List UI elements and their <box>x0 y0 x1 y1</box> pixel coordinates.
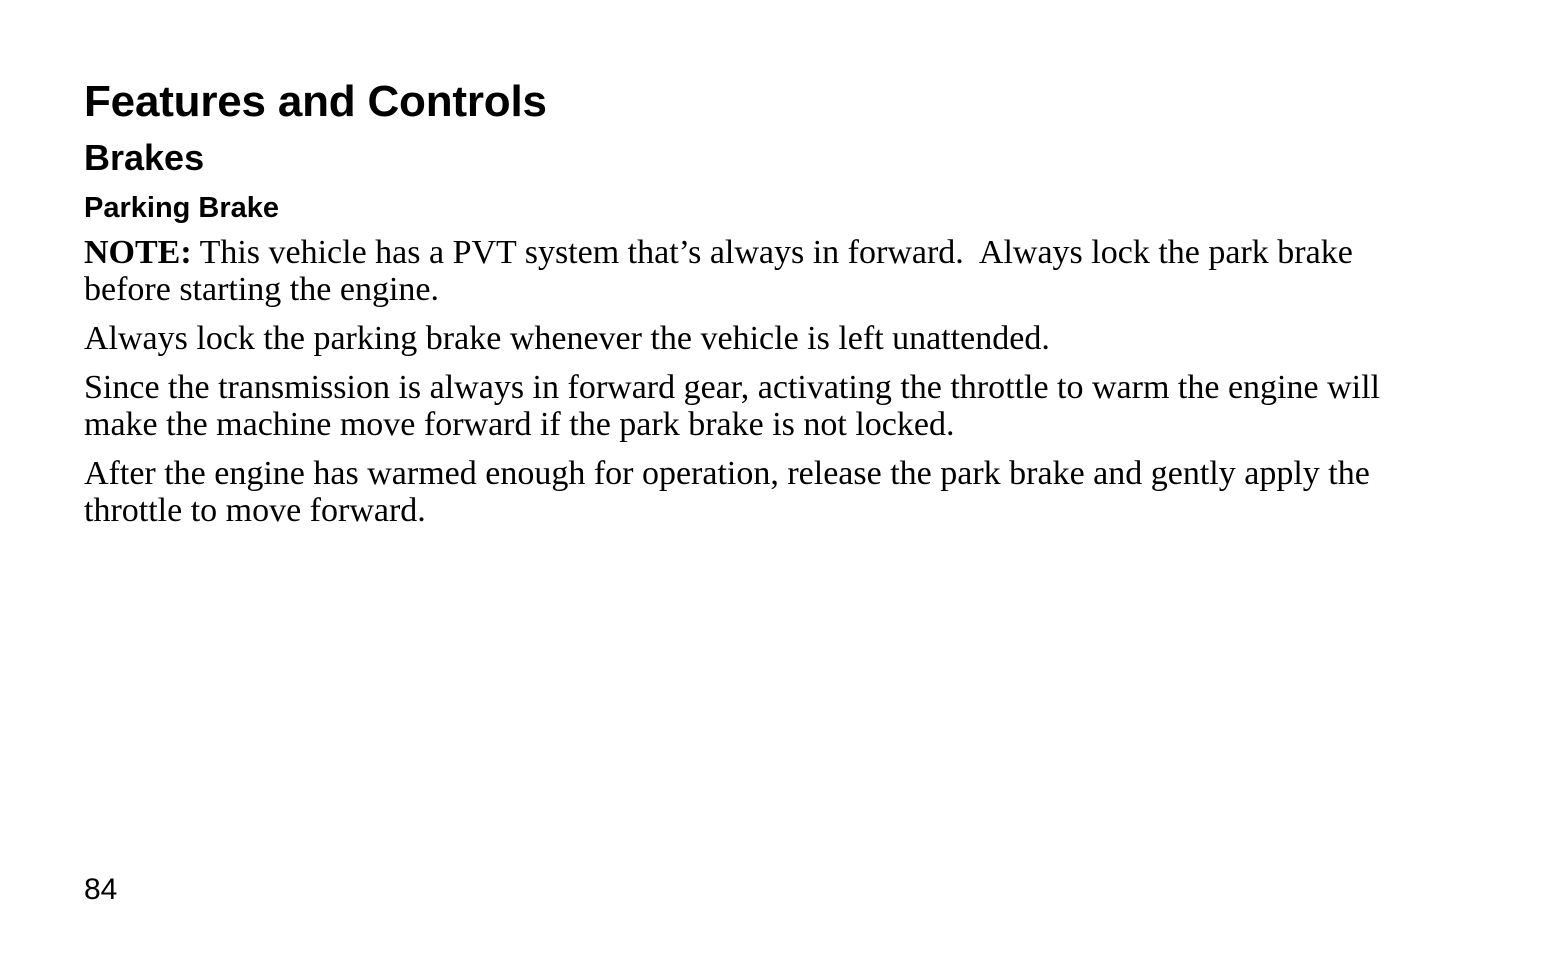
sub-subsection-title: Parking Brake <box>84 192 280 224</box>
body-paragraph: After the engine has warmed enough for operation, release the park brake and gently apply the throttle to move forward. <box>84 455 1370 529</box>
note-text: This vehicle has a PVT system that’s always in forward. Always lock the park brake before starting the engine. <box>84 234 1362 308</box>
page-number: 84 <box>84 873 118 906</box>
body-paragraph: Always lock the parking brake whenever the vehicle is left unattended. <box>84 320 1050 357</box>
subsection-title: Brakes <box>84 137 205 178</box>
body-paragraph: Since the transmission is always in forward gear, activating the throttle to warm the engine will make the machine move forward if the park brake is not locked. <box>84 369 1380 443</box>
section-title: Features and Controls <box>84 77 547 126</box>
page-content <box>84 74 1444 529</box>
note-paragraph <box>84 234 1444 308</box>
note-label: NOTE: <box>84 234 192 271</box>
